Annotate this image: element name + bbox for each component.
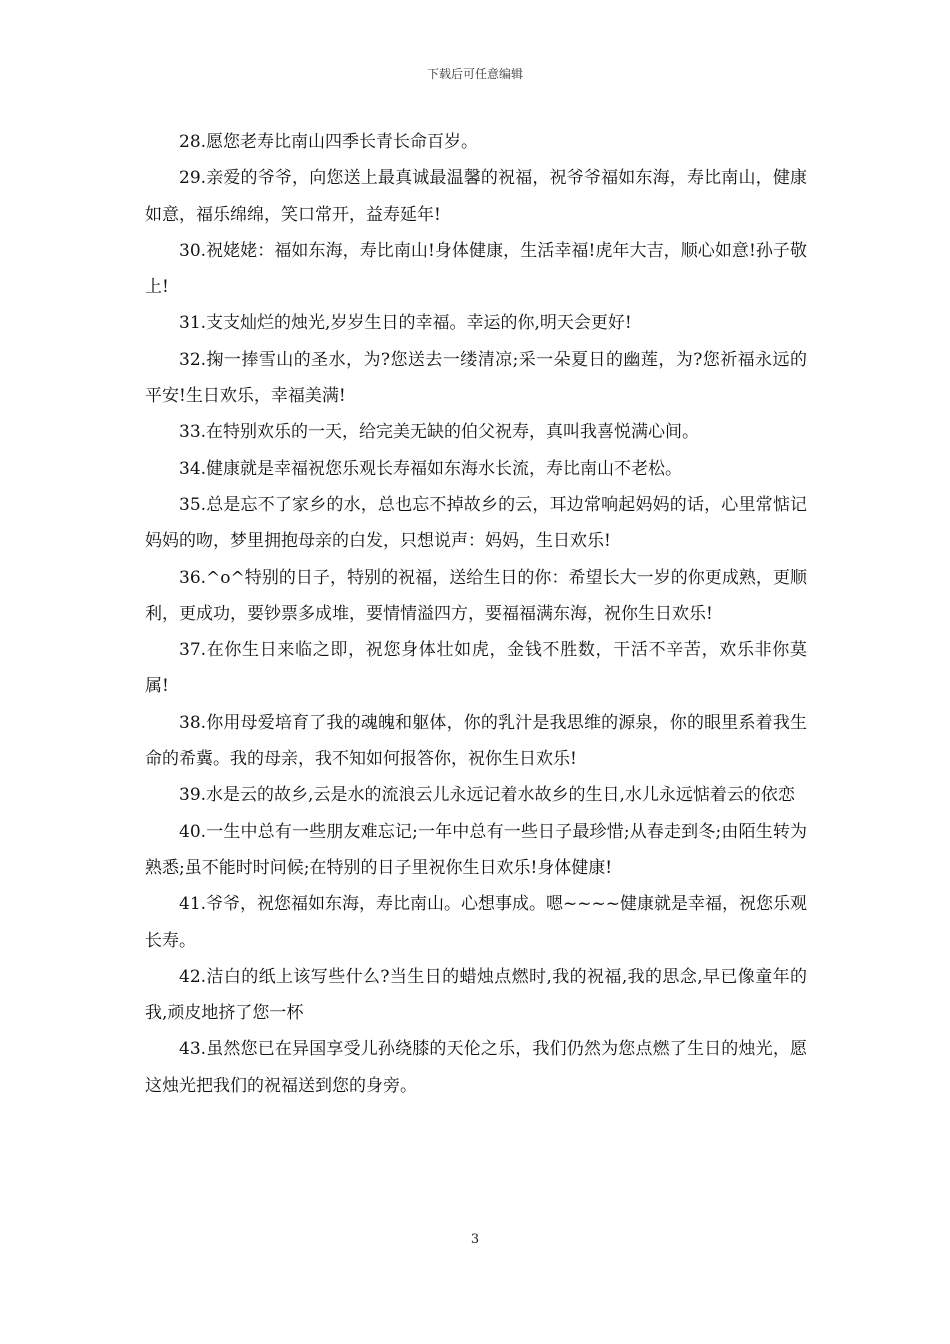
list-item-32: 32.掬一捧雪山的圣水，为?您送去一缕清凉;采一朵夏日的幽莲，为?您祈福永远的平安!生日欢乐，幸福美满!	[145, 349, 807, 407]
list-item-33: 33.在特别欢乐的一天，给完美无缺的伯父祝寿，真叫我喜悦满心间。	[179, 422, 700, 443]
list-item-30: 30.祝姥姥：福如东海，寿比南山!身体健康，生活幸福!虎年大吉，顺心如意!孙子敬上!	[145, 240, 807, 298]
page-number: 3	[470, 1232, 480, 1247]
list-item-36: 36.^o^特别的日子，特别的祝福，送给生日的你：希望长大一岁的你更成熟，更顺利，更成功，要钞票多成堆，要情情溢四方，要福福满东海，祝你生日欢乐!	[145, 567, 807, 624]
document-body	[145, 124, 807, 1104]
page-header: 下载后可任意编辑	[426, 67, 523, 81]
list-item-40: 40.一生中总有一些朋友难忘记;一年中总有一些日子最珍惜;从春走到冬;由陌生转为熟悉;虽不能时时问候;在特别的日子里祝你生日欢乐!身体健康!	[145, 821, 807, 878]
list-item-28: 28.愿您老寿比南山四季长青长命百岁。	[179, 132, 479, 152]
list-item-43: 43.虽然您已在异国享受儿孙绕膝的天伦之乐，我们仍然为您点燃了生日的烛光，愿这烛光把我们的祝福送到您的身旁。	[145, 1039, 807, 1096]
list-item-38: 38.你用母爱培育了我的魂魄和躯体，你的乳汁是我思维的源泉，你的眼里系着我生命的希冀。我的母亲，我不知如何报答你，祝你生日欢乐!	[145, 712, 807, 770]
list-item-42: 42.洁白的纸上该写些什么?当生日的蜡烛点燃时,我的祝福,我的思念,早已像童年的我,顽皮地挤了您一杯	[145, 966, 807, 1024]
list-item-41: 41.爷爷，祝您福如东海，寿比南山。心想事成。嗯~~~~健康就是幸福，祝您乐观长寿。	[145, 894, 808, 951]
list-item-39: 39.水是云的故乡,云是水的流浪云儿永远记着水故乡的生日,水儿永远惦着云的依恋	[179, 785, 795, 806]
list-item-34: 34.健康就是幸福祝您乐观长寿福如东海水长流，寿比南山不老松。	[179, 458, 683, 479]
list-item-35: 35.总是忘不了家乡的水，总也忘不掉故乡的云，耳边常响起妈妈的话，心里常惦记妈妈的吻，梦里拥抱母亲的白发，只想说声：妈妈，生日欢乐!	[145, 494, 807, 552]
list-item-37: 37.在你生日来临之即，祝您身体壮如虎，金钱不胜数，干活不辛苦，欢乐非你莫属!	[145, 640, 807, 697]
list-item-29: 29.亲爱的爷爷，向您送上最真诚最温馨的祝福，祝爷爷福如东海，寿比南山，健康如意，福乐绵绵，笑口常开，益寿延年!	[145, 168, 807, 225]
list-item-31: 31.支支灿烂的烛光,岁岁生日的幸福。幸运的你,明天会更好!	[179, 313, 632, 334]
